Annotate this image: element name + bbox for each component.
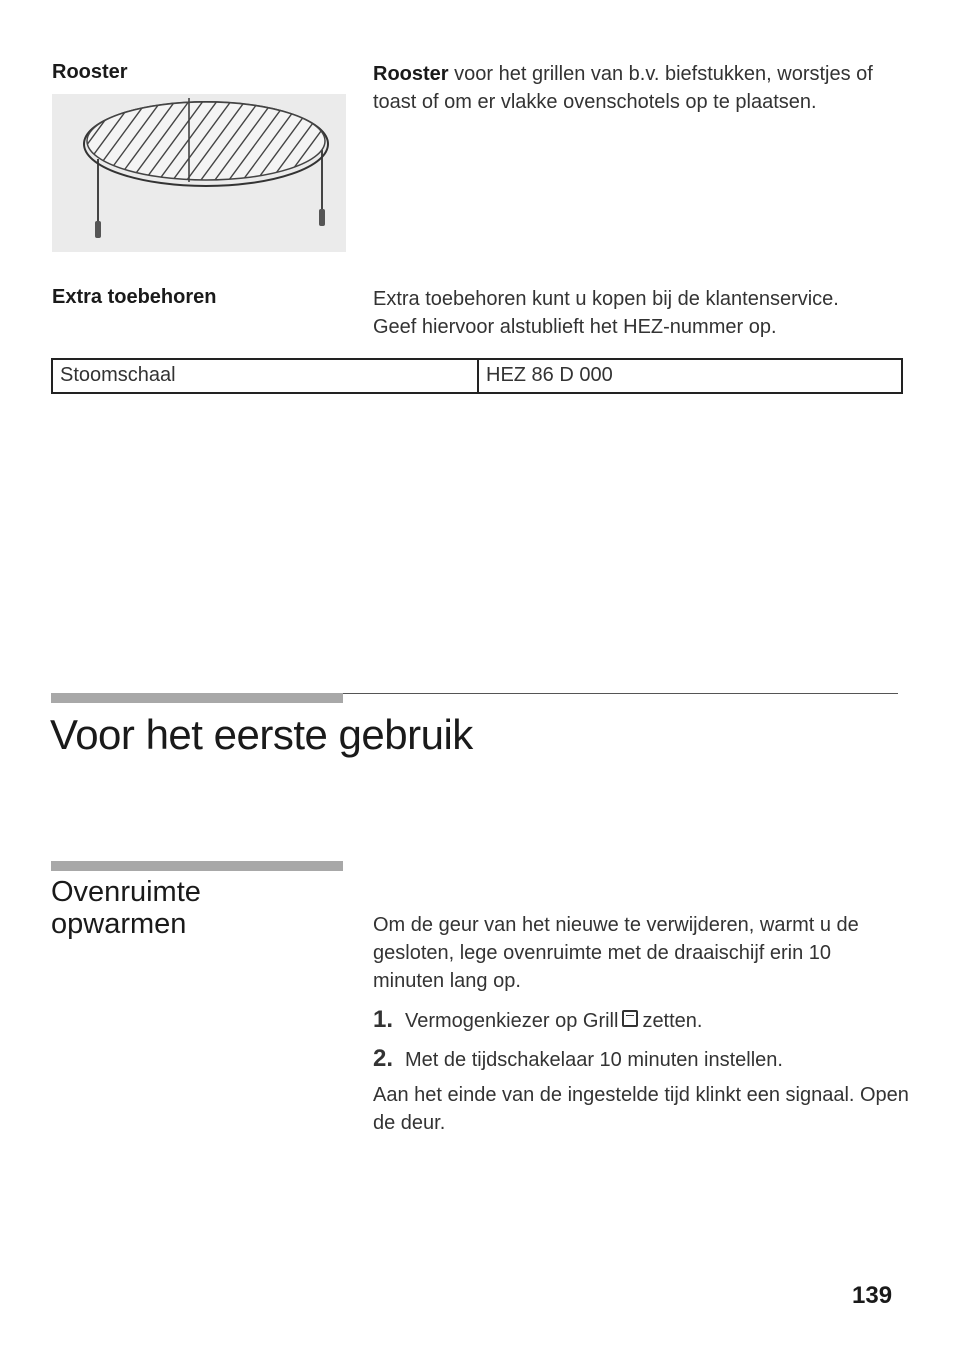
section-title: Voor het eerste gebruik	[50, 711, 473, 758]
grill-icon	[622, 1010, 638, 1027]
oven-rack-icon	[52, 94, 346, 252]
step-1-text: Vermogenkiezer op Grill	[405, 1010, 619, 1032]
accessory-name-cell: Stoomschaal	[52, 359, 478, 393]
step-1-number: 1.	[373, 1006, 394, 1033]
page-number: 139	[852, 1282, 893, 1309]
accessory-table	[51, 358, 903, 394]
step-1-text-after: zetten.	[642, 1010, 703, 1032]
step-2-number: 2.	[373, 1045, 394, 1072]
subsection-outro: Aan het einde van de ingestelde tijd klinkt een signaal. Open de deur.	[373, 1084, 909, 1134]
rooster-desc-text: voor het grillen van b.v. biefstukken, worstjes of toast of om er vlakke ovenschotels op te plaatsen.	[373, 63, 873, 113]
step-2-text: Met de tijdschakelaar 10 minuten instellen.	[405, 1049, 783, 1071]
extra-line-2: Geef hiervoor alstublieft het HEZ-nummer op.	[373, 316, 777, 338]
step-1	[373, 1006, 702, 1034]
subsection-title	[51, 876, 201, 940]
subsection-title-line-1: Ovenruimte	[51, 876, 201, 908]
step-2	[373, 1045, 783, 1073]
subsection-rule	[51, 861, 343, 871]
section-rule-thick	[51, 693, 343, 703]
extra-line-1: Extra toebehoren kunt u kopen bij de klantenservice.	[373, 288, 839, 310]
rooster-description	[373, 60, 913, 116]
accessory-code-cell: HEZ 86 D 000	[478, 359, 902, 393]
subsection-title-line-2: opwarmen	[51, 908, 187, 940]
extra-toebehoren-description	[373, 285, 933, 341]
rooster-label: Rooster	[52, 61, 128, 83]
rooster-desc-bold: Rooster	[373, 63, 449, 85]
extra-toebehoren-label: Extra toebehoren	[52, 286, 217, 308]
table-row	[52, 359, 902, 393]
subsection-intro: Om de geur van het nieuwe te verwijderen, warmt u de gesloten, lege ovenruimte met de draaischijf erin 10 minuten lang op.	[373, 914, 859, 992]
section-rule-thin	[343, 693, 898, 694]
rooster-image	[52, 94, 346, 252]
